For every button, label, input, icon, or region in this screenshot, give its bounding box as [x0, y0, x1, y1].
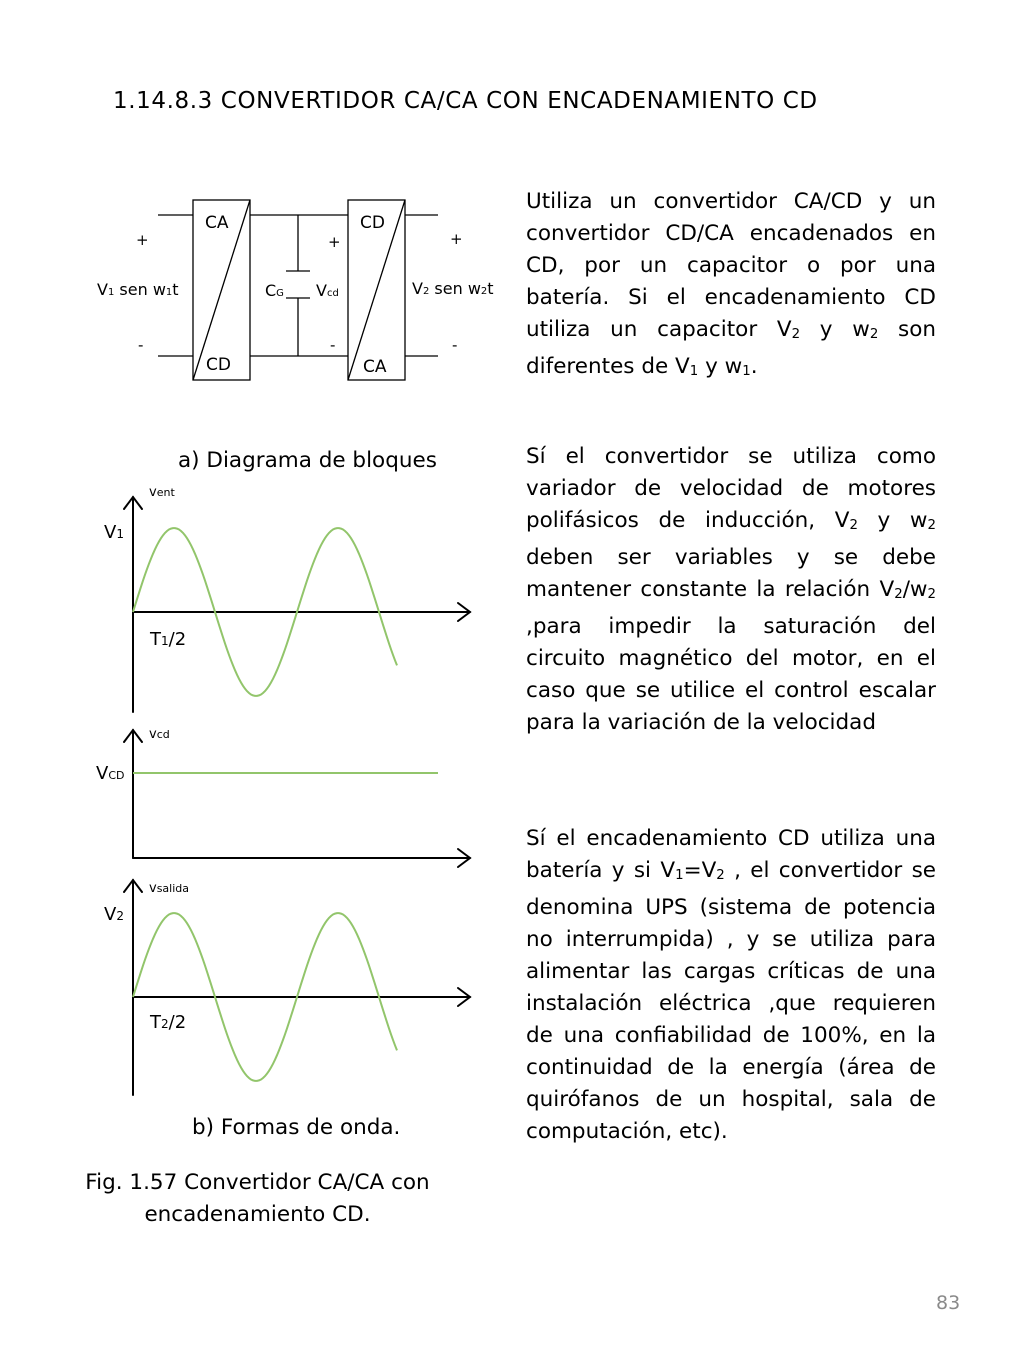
vcd-amplitude-label: VCD [96, 763, 125, 784]
paragraph-ups: Sí el encadenamiento CD utiliza una batería y si $V_1=V_2$ , el convertidor se denomina UPS (sistema de potencia no interrumpida) , y se utiliza para alimentar las cargas críticas de una instalación eléctrica ,que requieren de una confiabilidad de 100%, en la continuidad de la energía (área de quirófanos de un hospital, sala de computación, etc). [526, 826, 937, 1144]
vcd-label: Vcd [316, 281, 339, 300]
vent-label: vent [149, 485, 175, 500]
block-diagram-caption: a) Diagrama de bloques [178, 448, 437, 473]
v2-amplitude-label: V2 [104, 904, 124, 925]
converter2-top-label: CD [360, 213, 385, 233]
figure-caption [40, 1167, 475, 1231]
block-diagram [80, 185, 520, 390]
v1-amplitude-label: V1 [104, 522, 124, 543]
dc-link-minus: - [330, 336, 336, 354]
figure-caption-line1: Fig. 1.57 Convertidor CA/CA con [85, 1170, 430, 1195]
figure-caption-line2: encadenamiento CD. [144, 1202, 371, 1227]
capacitor-label: CG [265, 281, 284, 300]
waveforms-diagram [90, 480, 490, 1100]
waveforms-caption: b) Formas de onda. [192, 1115, 401, 1140]
section-title: 1.14.8.3 CONVERTIDOR CA/CA CON ENCADENAMIENTO CD [113, 88, 818, 114]
vcd-signal-label: vcd [149, 727, 170, 742]
converter2-bottom-label: CA [363, 357, 387, 377]
paragraph-intro: Utiliza un convertidor CA/CD y un convertidor CD/CA encadenados en CD, por un capacitor o por una batería. Si el encadenamiento CD utiliza un capacitor $V_2$ y $w_2$ son diferentes de $V_1$ y $w_1$. [526, 189, 936, 379]
paragraph-motor-drive: Sí el convertidor se utiliza como variador de velocidad de motores polifásicos de inducción, $V_2$ y $w_2$ deben ser variables y se debe mantener constante la relación $V_2/w_2$ ,para impedir la saturación del circuito magnético del motor, en el caso que se utilice el control escalar para la variación de la velocidad [526, 444, 936, 735]
t2-half-period-label: T2/2 [150, 1012, 187, 1033]
input-minus: - [138, 336, 144, 354]
dc-link-plus: + [328, 233, 341, 251]
converter1-bottom-label: CD [206, 355, 231, 375]
page-number: 83 [936, 1292, 961, 1314]
output-voltage-label: V2 sen w2t [412, 279, 494, 298]
input-plus: + [136, 231, 149, 249]
t1-half-period-label: T1/2 [150, 629, 187, 650]
vsalida-label: vsalida [149, 881, 190, 896]
converter1-top-label: CA [205, 213, 229, 233]
input-voltage-label: V1 sen w1t [97, 280, 179, 299]
output-minus: - [452, 336, 458, 354]
output-plus: + [450, 230, 463, 248]
